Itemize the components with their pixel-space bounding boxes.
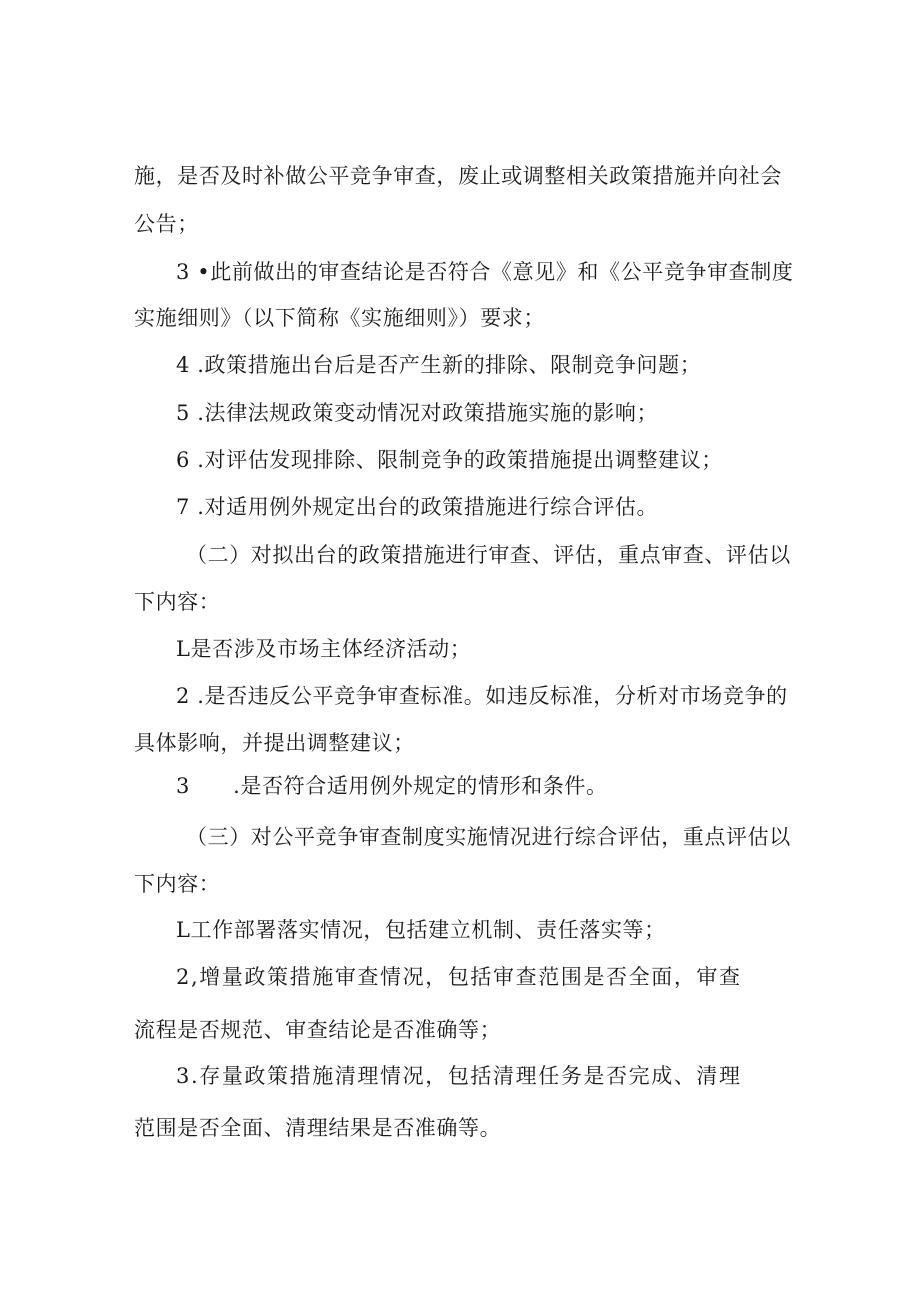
section-heading-2: （二）对拟出台的政策措施进行审查、评估，重点审查、评估以: [186, 543, 791, 567]
section-heading-3: （三）对公平竞争审查制度实施情况进行综合评估，重点评估以: [186, 825, 791, 849]
text-line-4: 实施细则》（以下简称《实施细则》）要求；: [134, 306, 545, 330]
text-line-11: L是否涉及市场主体经济活动；: [176, 637, 472, 661]
text-line-13: 具体影响，并提出调整建议；: [134, 731, 415, 755]
text-line-1: 施，是否及时补做公平竞争审查，废止或调整相关政策措施并向社会: [134, 164, 782, 188]
text-line-5: 4 .政策措施出台后是否产生新的排除、限制竞争问题；: [176, 353, 702, 377]
text-line-21: 范围是否全面、清理结果是否准确等。: [134, 1116, 502, 1140]
text-line-2: 公告；: [134, 212, 199, 236]
text-line-10: 下内容：: [134, 590, 221, 614]
text-line-7: 6 .对评估发现排除、限制竞争的政策措施提出调整建议；: [176, 448, 723, 472]
text-line-6: 5 .法律法规政策变动情况对政策措施实施的影响；: [176, 401, 659, 425]
text-line-17: L工作部署落实情况，包括建立机制、责任落实等；: [176, 918, 666, 942]
text-line-18: 2,增量政策措施审查情况，包括审查范围是否全面，审查: [176, 965, 742, 989]
text-line-19: 流程是否规范、审查结论是否准确等；: [134, 1018, 502, 1042]
text-line-20: 3.存量政策措施清理情况，包括清理任务是否完成、清理: [176, 1064, 742, 1088]
text-line-14: 3 .是否符合适用例外规定的情形和条件。: [176, 774, 608, 798]
text-line-12: 2 .是否违反公平竞争审查标准。如违反标准，分析对市场竞争的: [176, 684, 788, 708]
text-line-3: 3 •此前做出的审查结论是否符合《意见》和《公平竞争审查制度: [176, 260, 794, 284]
text-line-8: 7 .对适用例外规定出台的政策措施进行综合评估。: [176, 495, 659, 519]
text-line-16: 下内容：: [134, 872, 221, 896]
